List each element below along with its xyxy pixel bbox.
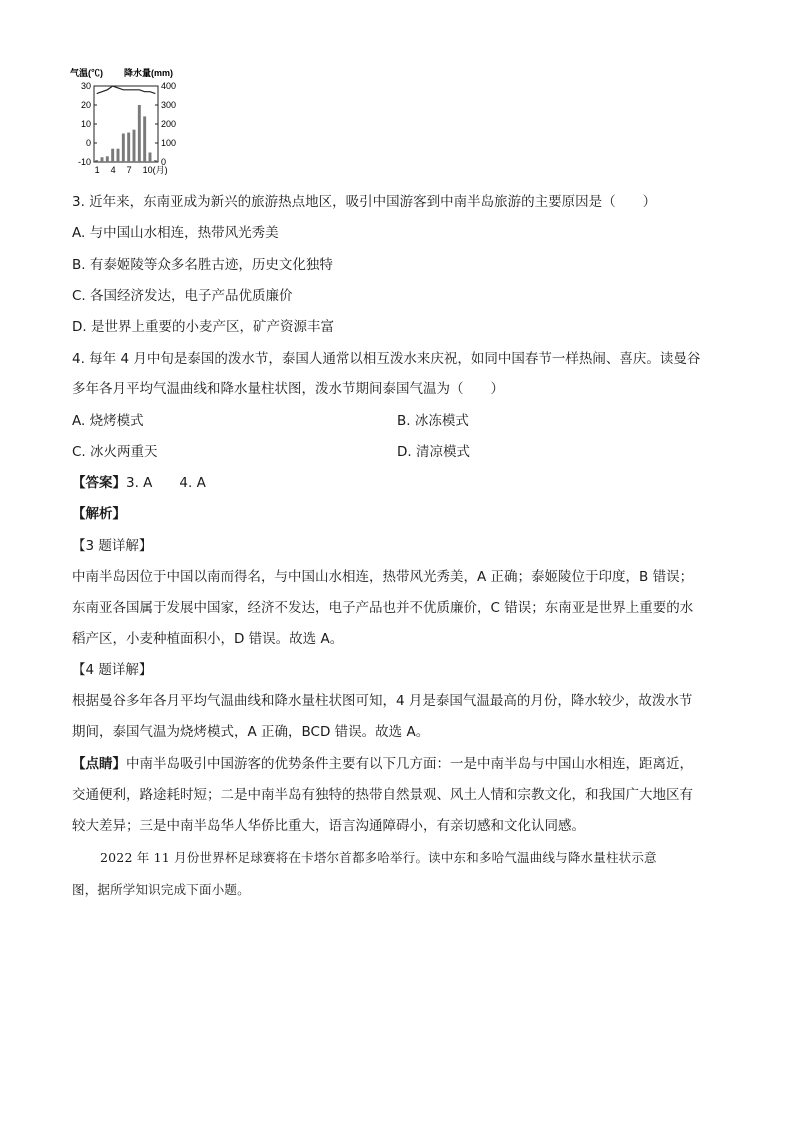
answer-values: 3. A 4. A — [126, 475, 206, 491]
detail-4-line2: 期间，泰国气温为烧烤模式，A 正确，BCD 错误。故选 A。 — [72, 724, 430, 740]
question-4-option-a: A. 烧烤模式 — [72, 413, 144, 429]
temperature-axis-label: 气温(℃) — [70, 68, 103, 78]
detail-3-line3: 稻产区，小麦种植面积小，D 错误。故选 A。 — [72, 631, 344, 647]
question-3-option-a: A. 与中国山水相连，热带风光秀美 — [72, 225, 279, 241]
month-tick-label: 1 — [94, 165, 100, 175]
temperature-tick-label: 20 — [80, 100, 91, 110]
temperature-tick-label: 10 — [80, 119, 91, 129]
precipitation-tick-label: 300 — [161, 100, 177, 110]
analysis-tag: 【解析】 — [72, 506, 126, 522]
precipitation-bar — [138, 105, 141, 162]
question-3-stem: 3. 近年来，东南亚成为新兴的旅游热点地区，吸引中国游客到中南半岛旅游的主要原因是（ ） — [72, 194, 657, 210]
question-4-stem-line2: 多年各月平均气温曲线和降水量柱状图，泼水节期间泰国气温为（ ） — [72, 381, 504, 397]
temperature-tick-label: -10 — [77, 157, 91, 167]
precipitation-bar — [106, 156, 109, 162]
precipitation-bar — [143, 116, 146, 162]
question-3-option-b: B. 有泰姬陵等众多名胜古迹，历史文化独特 — [72, 257, 333, 273]
tip-text-1: 中南半岛吸引中国游客的优势条件主要有以下几方面：一是中南半岛与中国山水相连，距离近， — [126, 756, 693, 772]
precipitation-axis-label: 降水量(mm) — [124, 68, 173, 78]
precipitation-bar — [133, 130, 136, 162]
detail-4-tag: 【4 题详解】 — [72, 662, 153, 678]
precipitation-tick-label: 0 — [161, 157, 167, 167]
question-4-option-c: C. 冰火两重天 — [72, 444, 158, 460]
detail-3-line2: 东南亚各国属于发展中国家，经济不发达，电子产品也并不优质廉价，C 错误；东南亚是世界上重要的水 — [72, 600, 694, 616]
month-tick-label: 7 — [126, 165, 132, 175]
answer-tag: 【答案】 — [72, 475, 126, 491]
precipitation-tick-label: 200 — [161, 119, 177, 129]
precipitation-tick-label: 100 — [161, 138, 177, 148]
precipitation-bar — [149, 153, 152, 163]
tip-line3: 较大差异；三是中南半岛华人华侨比重大，语言沟通障碍小，有亲切感和文化认同感。 — [72, 818, 585, 834]
question-4-option-d: D. 清凉模式 — [397, 444, 470, 460]
tip-line1 — [72, 755, 693, 773]
precipitation-tick-label: 400 — [161, 81, 177, 91]
temperature-curve — [97, 86, 156, 94]
worldcup-intro-line2: 图，据所学知识完成下面小题。 — [72, 882, 250, 897]
question-3-option-d: D. 是世界上重要的小麦产区，矿产资源丰富 — [72, 319, 334, 335]
tip-tag: 【点睛】 — [72, 756, 126, 772]
precipitation-bar — [111, 149, 114, 162]
temperature-tick-label: 0 — [85, 138, 91, 148]
answer-line — [72, 474, 206, 492]
precipitation-bar — [122, 134, 125, 163]
question-4-option-b: B. 冰冻模式 — [397, 413, 469, 429]
question-4-stem-line1: 4. 每年 4 月中旬是泰国的泼水节，泰国人通常以相互泼水来庆祝，如同中国春节一样热闹、喜庆。读曼谷 — [72, 351, 701, 367]
bangkok-climate-chart — [66, 64, 196, 180]
detail-4-line1: 根据曼谷多年各月平均气温曲线和降水量柱状图可知，4 月是泰国气温最高的月份，降水较少，故泼水节 — [72, 693, 693, 709]
month-tick-label: 4 — [110, 165, 116, 175]
detail-3-line1: 中南半岛因位于中国以南而得名，与中国山水相连，热带风光秀美，A 正确；泰姬陵位于印度，B 错误； — [72, 569, 694, 585]
precipitation-bar — [117, 149, 120, 162]
worldcup-intro-line1: 2022 年 11 月份世界杯足球赛将在卡塔尔首都多哈举行。读中东和多哈气温曲线与降水量柱状示意 — [100, 850, 657, 865]
tip-line2: 交通便利，路途耗时短；二是中南半岛有独特的热带自然景观、风土人情和宗教文化，和我国广大地区有 — [72, 787, 693, 803]
chart-frame — [94, 86, 158, 162]
detail-3-tag: 【3 题详解】 — [72, 538, 153, 554]
month-tick-label: 10(月) — [142, 165, 168, 175]
precipitation-bar — [101, 157, 104, 162]
temperature-tick-label: 30 — [80, 81, 91, 91]
question-3-option-c: C. 各国经济发达，电子产品优质廉价 — [72, 288, 293, 304]
precipitation-bar — [127, 133, 130, 162]
